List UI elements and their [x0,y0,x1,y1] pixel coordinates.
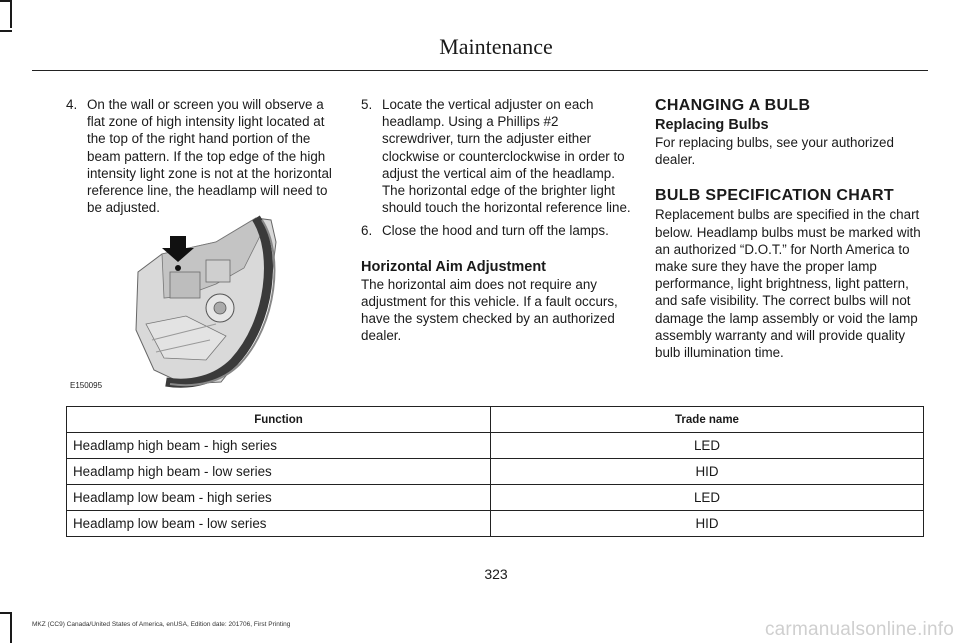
table-row [67,433,924,459]
step-number: 4. [66,97,78,112]
step-text: On the wall or screen you will observe a flat zone of high intensity light located at the top of the right hand portion of the beam pattern. If the top edge of the high intensity light zone is not at the horizontal reference line, the headlamp will need to be adjusted. [87,97,332,216]
step-6 [361,222,631,239]
table-row [67,459,924,485]
paragraph: The horizontal aim does not require any adjustment for this vehicle. If a fault occurs, have the system checked by an authorized dealer. [361,276,618,344]
page-number: 323 [484,566,508,582]
cell-trade-name: HID [491,459,924,485]
column-header-function: Function [67,407,491,433]
column-middle [361,96,631,344]
cell-function: Headlamp high beam - low series [67,459,491,485]
figure-label: E150095 [70,381,103,390]
column-left [66,96,338,216]
cell-trade-name: HID [491,511,924,537]
step-4 [66,96,338,216]
bulb-spec-table [66,406,924,537]
section-heading: CHANGING A BULB [655,97,811,114]
paragraph: For replacing bulbs, see your authorized dealer. [655,135,894,168]
watermark: carmanualsonline.info [764,619,954,640]
crop-mark [0,30,12,32]
cell-trade-name: LED [491,433,924,459]
step-text: Locate the vertical adjuster on each headlamp. Using a Phillips #2 screwdriver, turn the adjuster either clockwise or counterclockwise in order to adjust the vertical aim of the headlamp. The horizontal edge of the brighter light should touch the horizontal reference line. [382,97,631,216]
footer-edition: MKZ (CC9) Canada/United States of America, enUSA, Edition date: 201706, First Printing [32,621,291,628]
page-title: Maintenance [439,34,553,59]
crop-mark [10,0,12,28]
column-header-trade-name: Trade name [491,407,924,433]
crop-mark [0,612,12,614]
column-right [655,96,927,361]
cell-function: Headlamp high beam - high series [67,433,491,459]
section-heading: Horizontal Aim Adjustment [361,258,547,275]
table-header-row [67,407,924,433]
table-row [67,485,924,511]
header-divider [32,70,928,71]
headlamp-figure [66,212,338,390]
step-text: Close the hood and turn off the lamps. [382,223,609,239]
paragraph: Replacement bulbs are specified in the chart below. Headlamp bulbs must be marked with an authorized “D.O.T.” for North America to make sure they have the proper lamp performance, light brightness, light pattern, and safe visibility. The correct bulbs will not damage the lamp assembly or void the lamp assembly warranty and will provide quality bulb illumination time. [655,207,921,361]
step-number: 6. [361,223,373,239]
step-number: 5. [361,97,373,112]
cell-trade-name: LED [491,485,924,511]
table-row [67,511,924,537]
section-heading: BULB SPECIFICATION CHART [655,187,894,205]
cell-function: Headlamp low beam - high series [67,485,491,511]
headlamp-illustration [66,212,338,390]
step-5 [361,96,631,216]
cell-function: Headlamp low beam - low series [67,511,491,537]
subsection-heading: Replacing Bulbs [655,117,769,133]
crop-mark [10,612,12,643]
